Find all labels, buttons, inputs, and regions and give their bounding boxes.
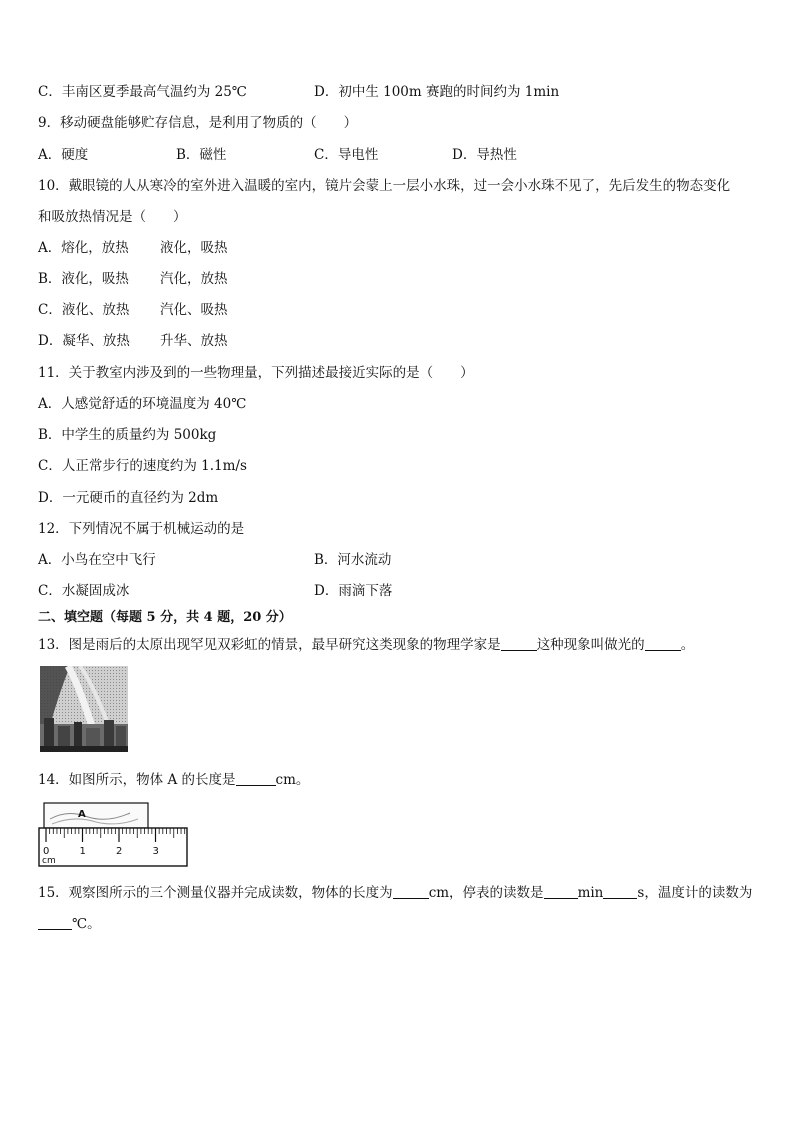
q10-option-b (38, 270, 129, 288)
q15-part5: ℃。 (72, 916, 101, 932)
q13-part2: 这种现象叫做光的 (536, 637, 645, 653)
q10-option-c-label: C．液化、放热 (38, 302, 130, 318)
q10-option-d (38, 332, 130, 350)
q10-option-d-rest: 升华、放热 (160, 333, 228, 349)
q10-option-b-rest: 汽化，放热 (160, 271, 228, 287)
q10-stem-line1: 10．戴眼镜的人从寒冷的室外进入温暖的室内，镜片会蒙上一层小水珠，过一会小水珠不见了，先后发生的物态变化 (38, 178, 731, 194)
ruler-tick-label: 3 (152, 846, 159, 857)
q15-part3: min (577, 885, 604, 901)
q15-blank-length[interactable] (393, 884, 429, 899)
section-2-heading: 二、填空题（每题 5 分，共 4 题，20 分） (38, 610, 292, 625)
q15-line2 (38, 915, 101, 933)
q14-blank[interactable] (236, 771, 276, 786)
q10-option-a (38, 239, 129, 257)
q9-option-d: D．导热性 (452, 147, 517, 163)
q15-blank-sec[interactable] (603, 884, 637, 899)
q12-option-a: A．小鸟在空中飞行 (38, 552, 156, 568)
q10-option-b-label: B．液化，吸热 (38, 271, 129, 287)
q13-part3: 。 (680, 637, 695, 653)
q15-part1: 15．观察图所示的三个测量仪器并完成读数，物体的长度为 (38, 885, 393, 901)
ruler-body (39, 828, 187, 866)
q14-part1: 14．如图所示，物体 A 的长度是 (38, 772, 236, 788)
q9-stem: 9．移动硬盘能够贮存信息，是利用了物质的（ ） (38, 115, 358, 131)
q10-option-c (38, 301, 129, 319)
q10-option-a-rest: 液化，吸热 (160, 240, 228, 256)
prev-option-d: D．初中生 100m 赛跑的时间约为 1min (314, 84, 560, 100)
q9-option-c: C．导电性 (314, 147, 379, 163)
q14-part2: cm。 (275, 772, 310, 788)
q14-line (38, 771, 309, 789)
q15-line1 (38, 884, 752, 902)
q15-part4: s，温度计的读数为 (637, 885, 753, 901)
object-a-label: A (78, 809, 86, 820)
prev-option-c: C．丰南区夏季最高气温约为 25℃ (38, 84, 247, 100)
ruler-unit: cm (42, 856, 56, 866)
q10-option-d-label: D．凝华、放热 (38, 333, 130, 349)
q12-option-d: D．雨滴下落 (314, 583, 393, 599)
q12-option-b: B．河水流动 (314, 552, 392, 568)
q11-option-c: C．人正常步行的速度约为 1.1m/s (38, 458, 247, 474)
q15-part2: cm，停表的读数是 (428, 885, 544, 901)
q13-part1: 13．图是雨后的太原出现罕见双彩虹的情景，最早研究这类现象的物理学家是 (38, 637, 501, 653)
q10-option-c-rest: 汽化、吸热 (160, 302, 228, 318)
double-rainbow-photo (40, 666, 128, 752)
q15-blank-temp[interactable] (38, 915, 72, 930)
q10-option-a-label: A．熔化，放热 (38, 240, 129, 256)
ruler-tick-label: 1 (79, 846, 86, 857)
q12-option-c: C．水凝固成冰 (38, 583, 130, 599)
q11-option-a: A．人感觉舒适的环境温度为 40℃ (38, 396, 247, 412)
q15-blank-min[interactable] (544, 884, 578, 899)
q11-option-d: D．一元硬币的直径约为 2dm (38, 490, 219, 506)
q11-stem: 11．关于教室内涉及到的一些物理量，下列描述最接近实际的是（ ） (38, 365, 474, 381)
q11-option-b: B．中学生的质量约为 500kg (38, 427, 217, 443)
q13-blank-2[interactable] (645, 636, 681, 651)
q9-option-b: B．磁性 (176, 147, 227, 163)
ruler-tick-label: 0 (43, 846, 50, 857)
q13-blank-1[interactable] (501, 636, 537, 651)
q9-option-a: A．硬度 (38, 147, 89, 163)
q12-stem: 12．下列情况不属于机械运动的是 (38, 521, 245, 537)
ruler-tick-label: 2 (116, 846, 123, 857)
q13-line (38, 636, 694, 654)
ruler-figure (38, 801, 190, 869)
q10-stem-line2: 和吸放热情况是（ ） (38, 209, 187, 225)
